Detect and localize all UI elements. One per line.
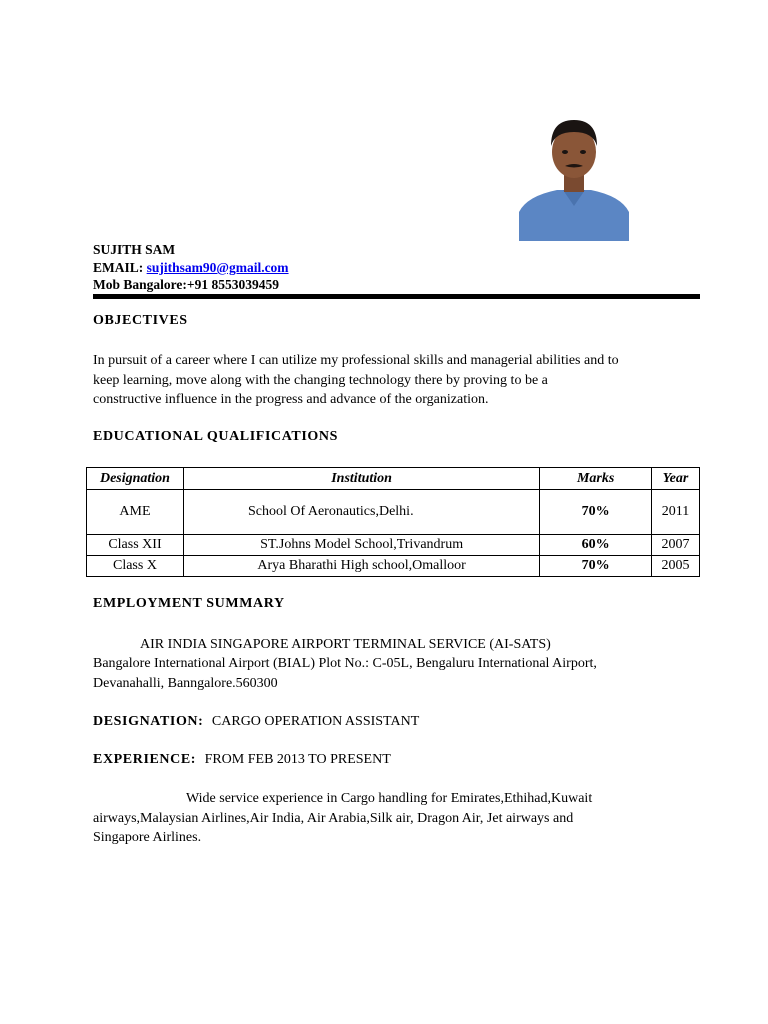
cell-designation: Class XII — [87, 535, 184, 556]
column-header-year: Year — [652, 468, 700, 490]
description-line: airways,Malaysian Airlines,Air India, Air Arabia,Silk air, Dragon Air, Jet airways and — [93, 810, 574, 826]
cell-year: 2011 — [652, 490, 700, 535]
description-line: Singapore Airlines. — [93, 830, 202, 845]
table-header-row — [87, 468, 700, 490]
designation-value: CARGO OPERATION ASSISTANT — [211, 714, 420, 729]
mobile-number: Mob Bangalore:+91 8553039459 — [93, 277, 279, 292]
cell-institution: Arya Bharathi High school,Omalloor — [183, 556, 539, 577]
experience-line — [93, 750, 391, 770]
cell-year: 2005 — [652, 556, 700, 577]
education-heading: EDUCATIONAL QUALIFICATIONS — [93, 429, 338, 444]
company-address — [93, 654, 597, 693]
email-link[interactable]: sujithsam90@gmail.com — [146, 260, 289, 275]
experience-value: FROM FEB 2013 TO PRESENT — [204, 752, 391, 767]
table-row — [87, 535, 700, 556]
cell-marks: 60% — [540, 535, 652, 556]
email-line — [93, 259, 289, 277]
profile-photo — [519, 110, 629, 241]
objectives-line: In pursuit of a career where I can utilize my professional skills and managerial abilities and to — [93, 353, 619, 368]
table-row — [87, 490, 700, 535]
experience-description — [93, 789, 713, 848]
cell-marks: 70% — [540, 490, 652, 535]
cell-designation: Class X — [87, 556, 184, 577]
cell-marks: 70% — [540, 556, 652, 577]
cell-institution: School Of Aeronautics,Delhi. — [183, 490, 539, 535]
header-divider — [93, 294, 700, 299]
cell-year: 2007 — [652, 535, 700, 556]
profile-photo-graphic — [519, 110, 629, 241]
designation-label: DESIGNATION: — [93, 714, 204, 729]
education-table — [86, 467, 700, 577]
column-header-designation: Designation — [87, 468, 184, 490]
company-name: AIR INDIA SINGAPORE AIRPORT TERMINAL SERVICE (AI-SATS) — [140, 637, 551, 652]
cell-designation: AME — [87, 490, 184, 535]
experience-label: EXPERIENCE: — [93, 752, 197, 767]
cell-institution: ST.Johns Model School,Trivandrum — [183, 535, 539, 556]
candidate-name: SUJITH SAM — [93, 242, 176, 257]
column-header-institution: Institution — [183, 468, 539, 490]
column-header-marks: Marks — [540, 468, 652, 490]
objectives-line: constructive influence in the progress and advance of the organization. — [93, 392, 489, 407]
employment-heading: EMPLOYMENT SUMMARY — [93, 596, 285, 611]
address-line: Devanahalli, Banngalore.560300 — [93, 675, 278, 691]
designation-line — [93, 712, 419, 732]
objectives-paragraph — [93, 351, 619, 410]
email-label: EMAIL: — [93, 260, 144, 275]
address-line: Bangalore International Airport (BIAL) Plot No.: C-05L, Bengaluru International Airport, — [93, 656, 597, 671]
description-line: Wide service experience in Cargo handling for Emirates,Ethihad,Kuwait — [186, 791, 593, 806]
table-row — [87, 556, 700, 577]
objectives-line: keep learning, move along with the changing technology there by proving to be a — [93, 372, 548, 388]
objectives-heading: OBJECTIVES — [93, 313, 188, 328]
